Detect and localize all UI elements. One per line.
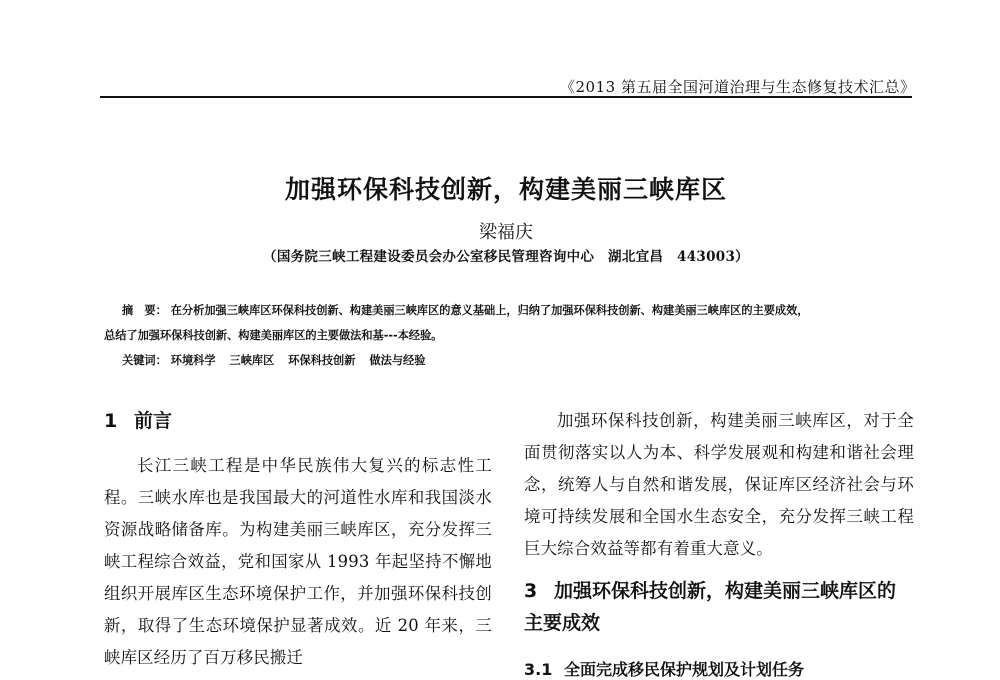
section-1-heading [104,405,492,438]
section-1-title: 前言 [134,410,173,432]
header-rule [100,96,912,98]
author-affiliation: （国务院三峡工程建设委员会办公室移民管理咨询中心 湖北宜昌 443003） [263,249,749,265]
author-name: 梁福庆 [479,222,533,243]
paper-title: 加强环保科技创新，构建美丽三峡库区 [284,174,727,204]
abstract-text-1: 在分析加强三峡库区环保科技创新、构建美丽三峡库区的意义基础上，归纳了加强环保科技创新、构建美丽三峡库区的主要成效， [170,304,809,317]
section-3-number: 3 [524,580,538,602]
section-3-title: 加强环保科技创新，构建美丽三峡库区的主要成效 [524,580,897,634]
keywords-label: 关键词： [122,354,167,367]
abstract-label: 摘 要： [122,304,167,317]
keyword: 做法与经验 [369,354,426,367]
abstract-line-2: 总结了加强环保科技创新、构建美丽库区的主要做法和基---本经验。 [104,329,443,342]
keyword: 环境科学 [170,354,216,367]
keyword: 环保科技创新 [288,354,356,367]
running-header: 《2013 第五届全国河道治理与生态修复技术汇总》 [560,78,916,96]
section-3-1-title: 全面完成移民保护规划及计划任务 [564,660,805,679]
keywords [104,352,912,368]
right-column [524,405,914,680]
section-2-paragraph: 加强环保科技创新，构建美丽三峡库区，对于全面贯彻落实以人为本、科学发展观和构建和谐社会理念，统筹人与自然和谐发展，保证库区经济社会与环境可持续发展和全国水生态安全，充分发挥三峡工程巨大综合效益等都有着重大意义。 [524,411,914,558]
section-3-1-number: 3.1 [524,660,553,679]
section-3-1-heading [524,657,914,680]
abstract [104,298,912,348]
section-1-paragraph: 长江三峡工程是中华民族伟大复兴的标志性工程。三峡水库也是我国最大的河道性水库和我国淡水资源战略储备库。为构建美丽三峡库区，充分发挥三峡工程综合效益，党和国家从 1993 年起坚持不懈地组织开展库区生态环境保护工作，并加强环保科技创新，取得了生态环境保护显著成效。近 20 年来，三峡库区经历了百万移民搬迁 [104,456,492,667]
keyword: 三峡库区 [229,354,275,367]
section-3-heading [524,575,914,639]
section-1-number: 1 [104,410,118,432]
left-column [104,405,492,674]
abstract-line-1 [104,298,912,323]
